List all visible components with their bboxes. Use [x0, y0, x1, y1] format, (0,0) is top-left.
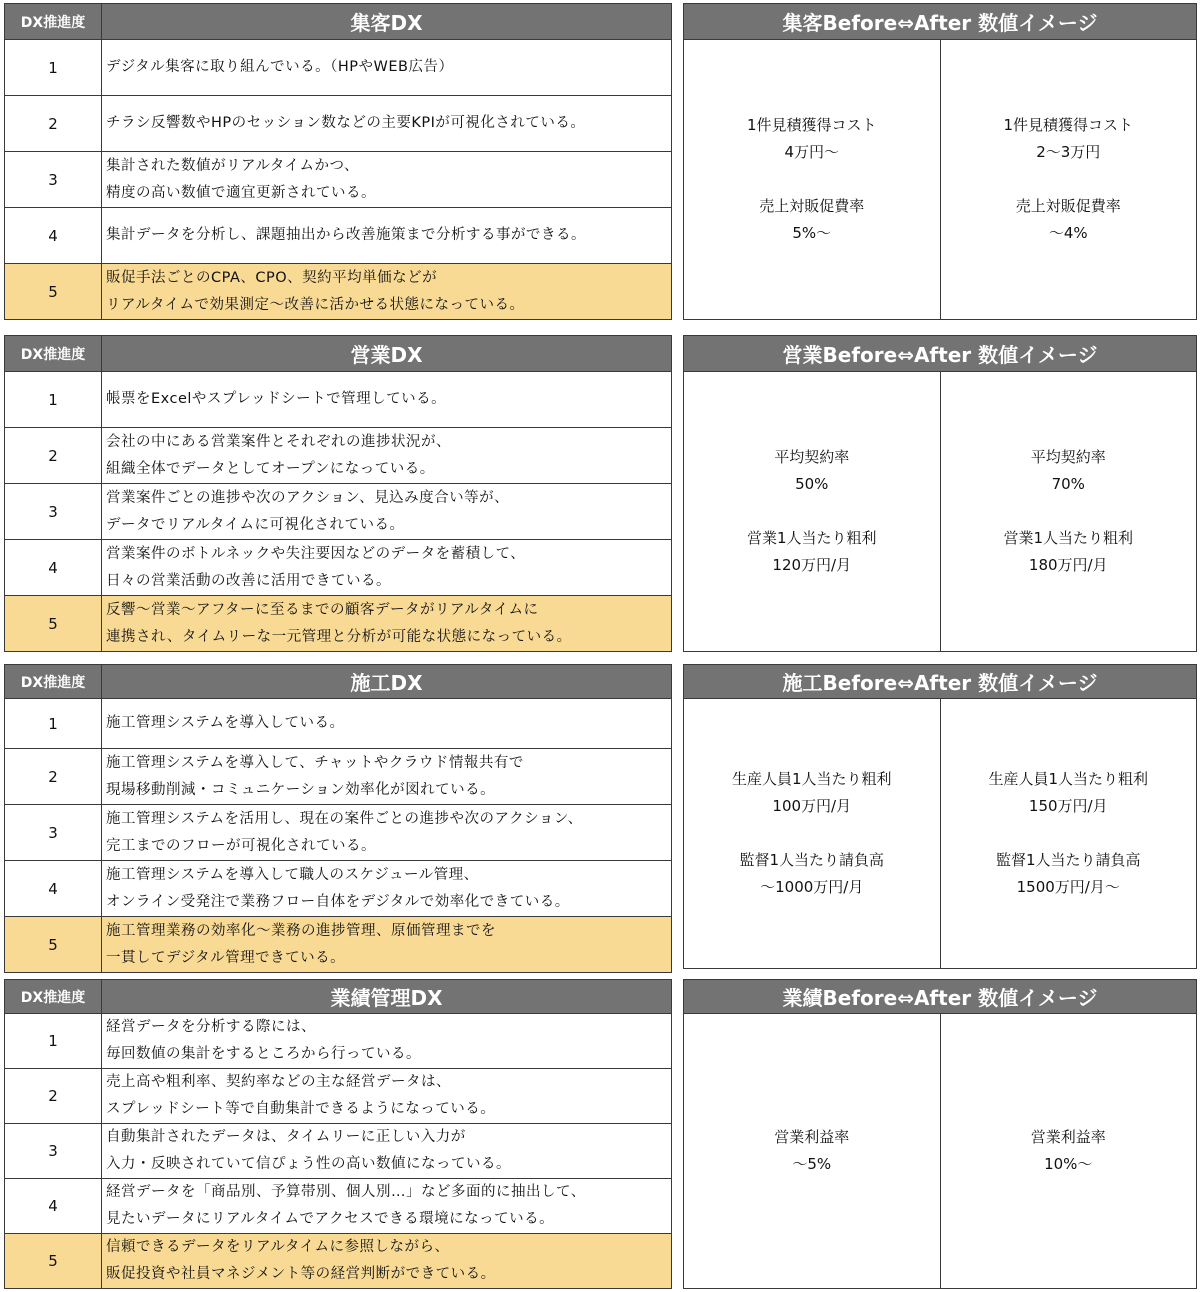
description-line: 経営データを「商品別、予算帯別、個人別…」など多面的に抽出して、 — [106, 1184, 586, 1200]
level-description — [102, 749, 672, 805]
level-number: 5 — [5, 1234, 102, 1289]
description-line: 施工管理システムを導入している。 — [106, 715, 345, 731]
description-line: 営業案件ごとの進捗や次のアクション、見込み度合い等が、 — [106, 489, 510, 506]
metric-label: 営業利益率 — [774, 1128, 850, 1146]
metric-value: 50% — [795, 475, 829, 493]
level-number: 2 — [5, 96, 102, 152]
level-description — [102, 1234, 672, 1289]
level-description — [102, 40, 672, 96]
table-row — [5, 749, 672, 805]
description-line: 反響～営業～アフターに至るまでの顧客データがリアルタイムに — [106, 601, 539, 618]
level-table — [4, 664, 672, 973]
description-line: 会社の中にある営業案件とそれぞれの進捗状況が、 — [106, 433, 451, 450]
level-number: 5 — [5, 264, 102, 320]
metric-value: 10%～ — [1044, 1155, 1093, 1173]
description-line: 見たいデータにリアルタイムでアクセスできる環境になっている。 — [106, 1211, 555, 1227]
after-cell — [940, 699, 1197, 969]
table-row — [5, 40, 672, 96]
description-line: 施工管理システムを導入して、チャットやクラウド情報共有で — [106, 754, 524, 771]
level-header: DX推進度 — [5, 980, 102, 1014]
metric-label: 売上対販促費率 — [1015, 197, 1121, 215]
level-header: DX推進度 — [5, 4, 102, 40]
level-number: 5 — [5, 917, 102, 973]
description-line: データでリアルタイムに可視化されている。 — [106, 516, 405, 533]
metric-value: 180万円/月 — [1028, 556, 1108, 574]
metric-label: 営業利益率 — [1030, 1128, 1106, 1146]
level-number: 1 — [5, 1014, 102, 1069]
level-number: 4 — [5, 861, 102, 917]
compare-table — [683, 3, 1197, 320]
table-row-highlight — [5, 264, 672, 320]
after-cell — [940, 1014, 1197, 1289]
metric-label: 監督1人当たり請負高 — [995, 851, 1141, 869]
compare-table — [683, 335, 1197, 652]
description-line: 自動集計されたデータは、タイムリーに正しい入力が — [106, 1129, 466, 1145]
level-description — [102, 264, 672, 320]
table-row — [5, 1014, 672, 1069]
description-line: 販促投資や社員マネジメント等の経営判断ができている。 — [106, 1266, 496, 1282]
description-line: 販促手法ごとのCPA、CPO、契約平均単価などが — [106, 269, 438, 286]
before-cell — [684, 699, 941, 969]
metric-value: 120万円/月 — [772, 556, 852, 574]
level-description — [102, 917, 672, 973]
table-row — [5, 1179, 672, 1234]
metric-value: 4万円～ — [784, 143, 840, 161]
level-description — [102, 1179, 672, 1234]
before-cell — [684, 1014, 941, 1289]
compare-title: 業績Before⇔After 数値イメージ — [684, 980, 1197, 1014]
level-description — [102, 208, 672, 264]
metric-value: ～1000万円/月 — [760, 878, 864, 896]
section-title: 業績管理DX — [102, 980, 672, 1014]
table-row — [5, 484, 672, 540]
compare-title: 営業Before⇔After 数値イメージ — [684, 336, 1197, 372]
level-table — [4, 3, 672, 320]
level-number: 2 — [5, 749, 102, 805]
description-line: 施工管理システムを活用し、現在の案件ごとの進捗や次のアクション、 — [106, 810, 583, 827]
table-row-highlight — [5, 917, 672, 973]
level-table — [4, 979, 672, 1289]
description-line: 営業案件のボトルネックや失注要因などのデータを蓄積して、 — [106, 545, 526, 562]
description-line: 日々の営業活動の改善に活用できている。 — [106, 572, 391, 589]
after-cell — [940, 40, 1197, 320]
description-line: 完工までのフローが可視化されている。 — [106, 837, 376, 854]
level-number: 3 — [5, 1124, 102, 1179]
level-number: 3 — [5, 805, 102, 861]
level-description — [102, 96, 672, 152]
level-description — [102, 805, 672, 861]
metric-label: 生産人員1人当たり粗利 — [988, 770, 1149, 788]
level-description — [102, 596, 672, 652]
description-line: 集計データを分析し、課題抽出から改善施策まで分析する事ができる。 — [106, 227, 586, 243]
table-row — [5, 96, 672, 152]
metric-value: 5%～ — [792, 224, 832, 242]
level-number: 4 — [5, 540, 102, 596]
after-cell — [940, 372, 1197, 652]
compare-table — [683, 979, 1197, 1289]
description-line: リアルタイムで効果測定～改善に活かせる状態になっている。 — [106, 296, 525, 313]
metric-label: 営業1人当たり粗利 — [746, 529, 877, 547]
level-description — [102, 1069, 672, 1124]
metric-value: 2～3万円 — [1036, 143, 1101, 161]
compare-table — [683, 664, 1197, 969]
table-row — [5, 699, 672, 749]
level-description — [102, 1124, 672, 1179]
table-row — [5, 861, 672, 917]
level-number: 4 — [5, 1179, 102, 1234]
description-line: デジタル集客に取り組んでいる。（HPやWEB広告） — [106, 59, 454, 75]
table-row — [5, 152, 672, 208]
level-number: 1 — [5, 40, 102, 96]
table-row — [5, 1124, 672, 1179]
table-row — [5, 428, 672, 484]
level-number: 1 — [5, 372, 102, 428]
table-row-highlight — [5, 1234, 672, 1289]
level-table — [4, 335, 672, 652]
description-line: 施工管理システムを導入して職人のスケジュール管理、 — [106, 866, 479, 883]
metric-label: 平均契約率 — [774, 448, 850, 466]
metric-label: 営業1人当たり粗利 — [1003, 529, 1134, 547]
section-title: 施工DX — [102, 665, 672, 699]
description-line: チラシ反響数やHPのセッション数などの主要KPIが可視化されている。 — [106, 115, 586, 131]
description-line: 現場移動削減・コミュニケーション効率化が図れている。 — [106, 781, 496, 798]
metric-label: 平均契約率 — [1030, 448, 1106, 466]
level-header: DX推進度 — [5, 665, 102, 699]
metric-value: 70% — [1051, 475, 1085, 493]
description-line: スプレッドシート等で自動集計できるようになっている。 — [106, 1101, 496, 1117]
description-line: 一貫してデジタル管理できている。 — [106, 949, 346, 966]
compare-title: 集客Before⇔After 数値イメージ — [684, 4, 1197, 40]
description-line: 組織全体でデータとしてオープンになっている。 — [106, 460, 435, 477]
section-title: 集客DX — [102, 4, 672, 40]
metric-value: 1500万円/月～ — [1016, 878, 1120, 896]
level-number: 3 — [5, 152, 102, 208]
section-title: 営業DX — [102, 336, 672, 372]
metric-value: ～4% — [1048, 224, 1088, 242]
metric-label: 生産人員1人当たり粗利 — [731, 770, 892, 788]
table-row-highlight — [5, 596, 672, 652]
table-row — [5, 372, 672, 428]
level-number: 3 — [5, 484, 102, 540]
description-line: 連携され、タイムリーな一元管理と分析が可能な状態になっている。 — [106, 628, 572, 645]
compare-title: 施工Before⇔After 数値イメージ — [684, 665, 1197, 699]
level-description — [102, 699, 672, 749]
level-description — [102, 372, 672, 428]
metric-value: ～5% — [792, 1155, 832, 1173]
description-line: 入力・反映されていて信ぴょう性の高い数値になっている。 — [106, 1156, 511, 1172]
description-line: 信頼できるデータをリアルタイムに参照しながら、 — [106, 1239, 450, 1255]
level-description — [102, 861, 672, 917]
description-line: オンライン受発注で業務フロー自体をデジタルで効率化できている。 — [106, 893, 570, 910]
metric-label: 監督1人当たり請負高 — [739, 851, 885, 869]
metric-value: 150万円/月 — [1028, 797, 1108, 815]
table-row — [5, 805, 672, 861]
before-cell — [684, 40, 941, 320]
description-line: 集計された数値がリアルタイムかつ、 — [106, 157, 359, 174]
level-description — [102, 540, 672, 596]
level-description — [102, 1014, 672, 1069]
level-number: 5 — [5, 596, 102, 652]
metric-value: 100万円/月 — [772, 797, 852, 815]
level-description — [102, 428, 672, 484]
description-line: 精度の高い数値で適宜更新されている。 — [106, 184, 376, 201]
level-number: 2 — [5, 1069, 102, 1124]
description-line: 帳票をExcelやスプレッドシートで管理している。 — [106, 391, 447, 407]
level-number: 2 — [5, 428, 102, 484]
level-description — [102, 484, 672, 540]
description-line: 施工管理業務の効率化～業務の進捗管理、原価管理までを — [106, 922, 496, 939]
level-number: 1 — [5, 699, 102, 749]
table-row — [5, 540, 672, 596]
metric-label: 1件見積獲得コスト — [1003, 116, 1134, 134]
description-line: 毎回数値の集計をするところから行っている。 — [106, 1046, 421, 1062]
table-row — [5, 208, 672, 264]
description-line: 経営データを分析する際には、 — [106, 1019, 316, 1035]
level-description — [102, 152, 672, 208]
metric-label: 1件見積獲得コスト — [746, 116, 877, 134]
metric-label: 売上対販促費率 — [759, 197, 865, 215]
level-number: 4 — [5, 208, 102, 264]
table-row — [5, 1069, 672, 1124]
before-cell — [684, 372, 941, 652]
description-line: 売上高や粗利率、契約率などの主な経営データは、 — [106, 1074, 451, 1090]
level-header: DX推進度 — [5, 336, 102, 372]
